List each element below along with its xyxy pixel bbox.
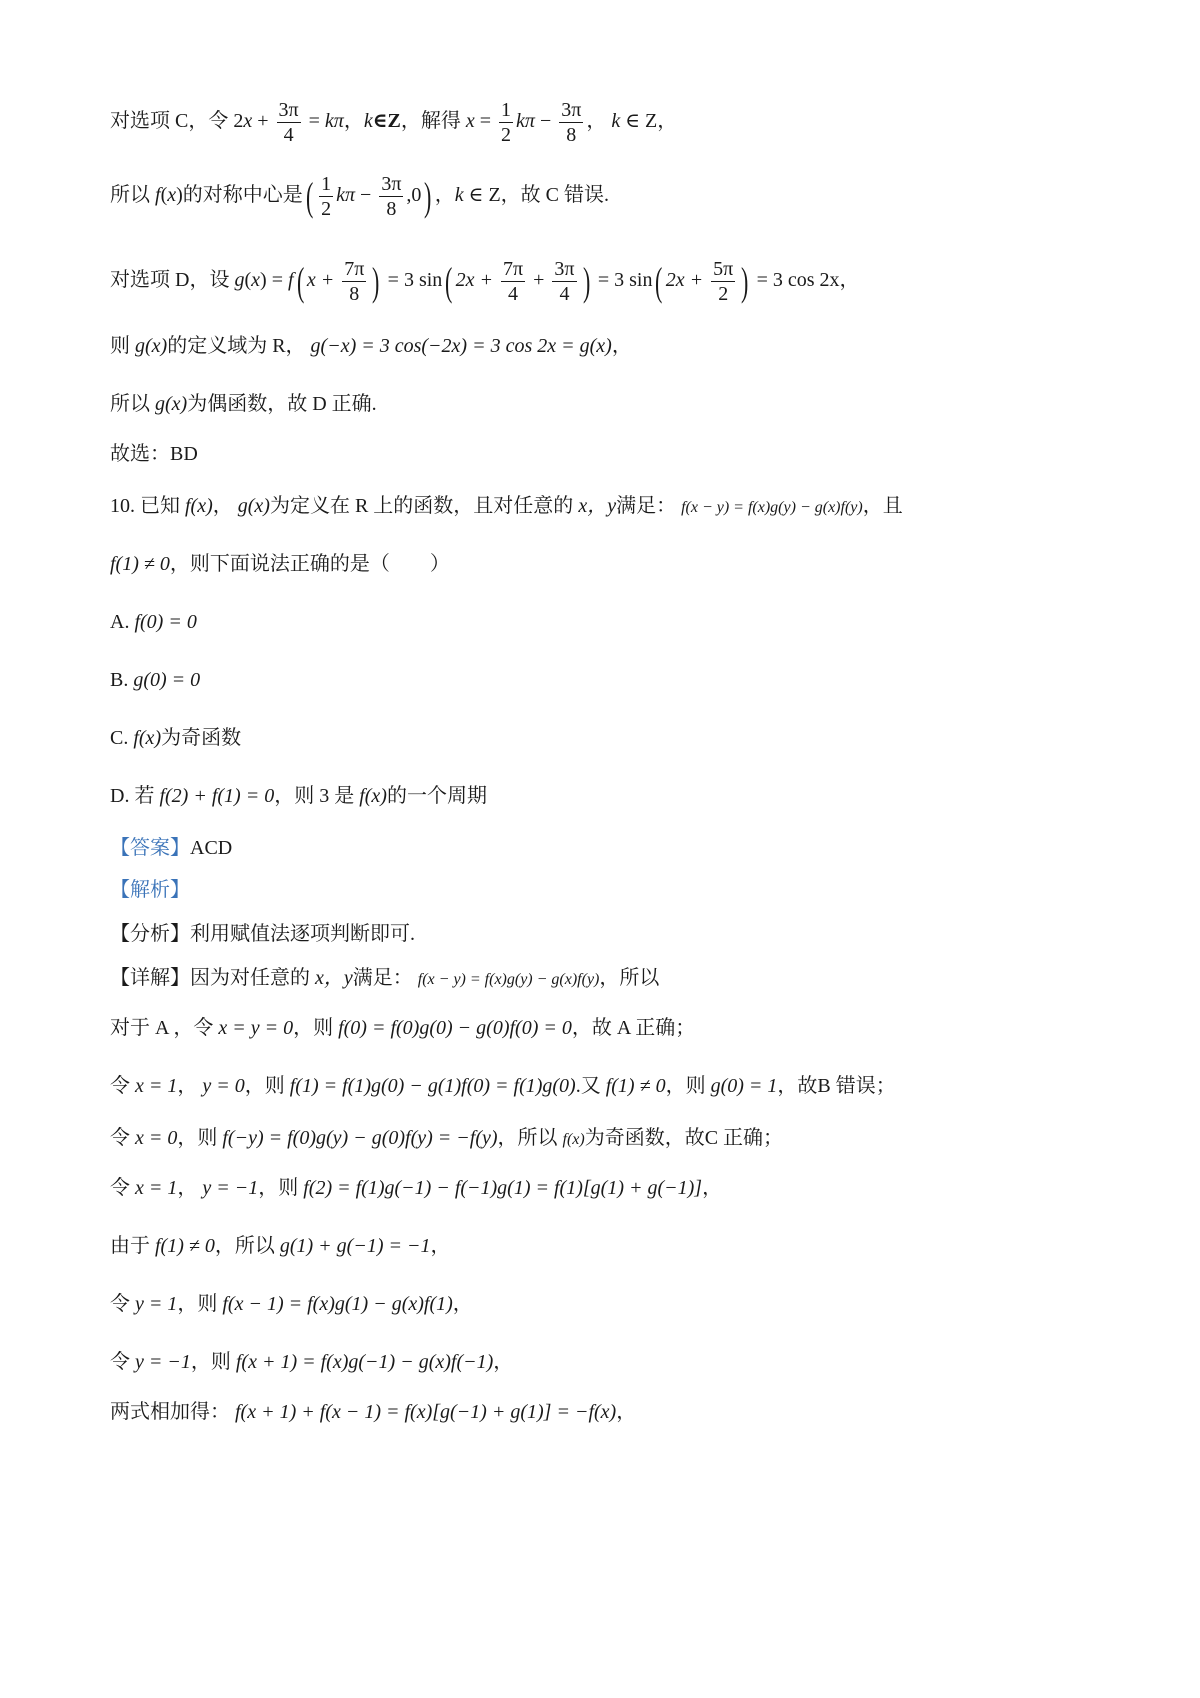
text: 为偶函数，故 D 正确. [187, 393, 377, 415]
math: f(1) = f(1)g(0) − g(1)f(0) = f(1)g(0) [289, 1075, 576, 1097]
math: f(1) ≠ 0 [110, 553, 170, 575]
answer-text: ACD [190, 837, 233, 859]
denominator: 8 [386, 198, 397, 220]
fenxi-line [110, 920, 415, 948]
math: x [167, 184, 177, 207]
math: = [266, 269, 288, 292]
text: ，则 [258, 1177, 299, 1199]
text: ， [343, 110, 364, 133]
text: 对选项 D，设 [110, 269, 230, 292]
text: ， [586, 110, 607, 133]
option-d-line-2 [110, 332, 632, 360]
numerator: 7π [503, 258, 524, 280]
text: 由于 [110, 1235, 150, 1257]
math: f(0) = f(0)g(0) − g(0)f(0) = 0 [338, 1017, 572, 1039]
math: f(2) + f(1) = 0 [159, 785, 275, 807]
text: ，则 [293, 1017, 334, 1039]
text: ，则下面说法正确的是（ ） [169, 553, 450, 575]
math: = [474, 110, 497, 133]
fraction [559, 98, 583, 147]
math: f [155, 184, 161, 207]
solution-step-d1 [110, 1174, 722, 1202]
math: kπ [336, 184, 356, 207]
text: ，则 [177, 1293, 218, 1315]
text: ，解得 [400, 110, 461, 133]
math: x [465, 110, 475, 133]
math: y = 1 [135, 1293, 178, 1315]
math: k [611, 110, 621, 133]
math: x = 1 [135, 1177, 178, 1199]
answer-line [110, 834, 232, 862]
text: ， [493, 1351, 514, 1373]
text: ， [177, 1075, 198, 1097]
text: 两式相加得： [110, 1401, 230, 1423]
text: 满足： [616, 495, 677, 517]
math: f(x) [185, 495, 213, 517]
option-label: C. [110, 727, 129, 749]
math: f(1) ≠ 0 [605, 1075, 666, 1097]
denominator: 2 [321, 198, 332, 220]
text: ，所以 [599, 967, 660, 989]
math: y = 0 [202, 1075, 245, 1097]
analysis-tag: 【解析】 [110, 879, 190, 901]
text: 的对称中心是 [182, 184, 303, 207]
fraction [342, 257, 366, 306]
text: .又 [575, 1075, 601, 1097]
denominator: 2 [501, 124, 512, 146]
option-d [110, 782, 487, 810]
option-c-line-2: 所以 f(x)的对称中心是( $\frac{1}{2}$ kπ − $\frac{3\pi}{8}$ ,0) ，k ∈ Z，故 C 错误. [110, 173, 610, 220]
fenxi-tag: 【分析】 [110, 923, 190, 945]
text: 则 [110, 335, 130, 357]
math: = [308, 110, 325, 133]
math: ∈Z [372, 110, 401, 133]
xiangjie-line [110, 964, 659, 994]
text: ， [702, 1177, 723, 1199]
text: 对于 A ，令 [110, 1017, 214, 1039]
math: f(−y) = f(0)g(y) − g(0)f(y) = −f(y) [222, 1127, 498, 1149]
math: f(x + 1) + f(x − 1) = f(x)[g(−1) + g(1)] = −f(x) [235, 1401, 617, 1423]
text: ， [177, 1177, 198, 1199]
denominator: 4 [283, 124, 294, 146]
solution-step-d5 [110, 1398, 636, 1426]
math: f(0) = 0 [134, 611, 197, 633]
math: g(x) [155, 393, 188, 415]
text: ，则 [177, 1127, 218, 1149]
fraction [499, 98, 513, 147]
math: 2x + [665, 269, 709, 292]
text: ，则 [190, 1351, 231, 1373]
math: g(−x) = 3 cos(−2x) = 3 cos 2x = g(x) [310, 335, 612, 357]
math: f [287, 269, 294, 292]
text: 的定义域为 R， [167, 335, 306, 357]
math: x [243, 110, 253, 133]
option-b [110, 666, 200, 694]
math: = 3 sin [382, 269, 443, 292]
text: ，故B 错误； [777, 1075, 896, 1097]
math: ∈ Z [620, 110, 658, 133]
solution-step-d4 [110, 1348, 513, 1376]
math: k [454, 184, 464, 207]
denominator: 4 [559, 283, 570, 305]
text: ，故 A 正确； [571, 1017, 696, 1039]
math: + [528, 269, 550, 292]
math: kπ [516, 110, 535, 133]
analysis-line [110, 876, 190, 904]
text: 令 [110, 1293, 130, 1315]
math: f(x) [359, 785, 387, 807]
math: x [251, 269, 261, 292]
fraction [501, 257, 525, 306]
text: ， [430, 1235, 451, 1257]
text: ， [657, 110, 678, 133]
math: k [363, 110, 373, 133]
math: g [234, 269, 245, 292]
fraction [552, 257, 576, 306]
option-c-line-1 [110, 98, 677, 147]
text: 所以 [110, 393, 150, 415]
math: y = −1 [202, 1177, 259, 1199]
math: g(0) = 1 [710, 1075, 778, 1097]
numerator: 3π [561, 99, 582, 121]
text: ， [434, 184, 455, 207]
text: 为奇函数，故C 正确； [584, 1127, 784, 1149]
numerator: 1 [501, 99, 512, 121]
math: g(0) = 0 [133, 669, 201, 691]
text: ， [611, 335, 632, 357]
math: + [252, 110, 274, 133]
question-10-stem-2 [110, 550, 450, 578]
text: 满足： [352, 967, 413, 989]
math: f(x) [562, 1131, 585, 1148]
text: ，则 3 是 [274, 785, 355, 807]
option-label: A. [110, 611, 130, 633]
fraction [711, 257, 735, 306]
text: 因为对任意的 [190, 967, 310, 989]
math: f(x − y) = f(x)g(y) − g(x)f(y) [417, 971, 600, 988]
solution-step-d3 [110, 1290, 473, 1318]
text: ，则 [665, 1075, 706, 1097]
option-c [110, 724, 241, 752]
numerator: 3π [381, 173, 402, 195]
option-a [110, 608, 197, 636]
text: ，所以 [214, 1235, 275, 1257]
math: kπ [324, 110, 344, 133]
denominator: 2 [718, 283, 729, 305]
math: x，y [578, 495, 617, 517]
answer-tag: 【答案】 [110, 837, 190, 859]
math: f(x − y) = f(x)g(y) − g(x)f(y) [681, 499, 863, 516]
fraction [277, 98, 301, 147]
text: ，且 [862, 495, 903, 517]
numerator: 1 [321, 173, 332, 195]
text: ， [452, 1293, 473, 1315]
option-d-line-3 [110, 390, 377, 418]
text: ， [839, 269, 860, 292]
text: 10. 已知 [110, 495, 180, 517]
text: ， [616, 1401, 637, 1423]
solution-step-d2 [110, 1232, 450, 1260]
text: 令 [110, 1127, 130, 1149]
text: 令 [110, 1351, 130, 1373]
text: 令 [110, 1177, 130, 1199]
fraction [319, 172, 333, 221]
fraction [379, 172, 403, 221]
text: ，故 C 错误. [500, 184, 610, 207]
numerator: 7π [344, 258, 365, 280]
text: 所以 [110, 184, 150, 207]
question-10-stem-1 [110, 492, 903, 522]
choice-summary: 故选：BD [110, 443, 198, 465]
text: 令 [110, 1075, 130, 1097]
math: x + [306, 269, 340, 292]
math: x = y = 0 [218, 1017, 294, 1039]
math: y = −1 [135, 1351, 191, 1373]
denominator: 8 [566, 124, 577, 146]
math: 2x + [455, 269, 498, 292]
math: − [534, 110, 557, 133]
math: f(1) ≠ 0 [155, 1235, 215, 1257]
math: g(x) [135, 335, 168, 357]
numerator: 5π [713, 258, 734, 280]
math: x，y [315, 967, 353, 989]
text: 为奇函数 [161, 727, 242, 749]
text: 利用赋值法逐项判断即可. [190, 923, 415, 945]
text: ，则 [244, 1075, 285, 1097]
numerator: 3π [554, 258, 575, 280]
option-label: B. [110, 669, 129, 691]
text: 的一个周期 [386, 785, 487, 807]
math: g(1) + g(−1) = −1 [279, 1235, 431, 1257]
math: = 3 cos 2x [751, 269, 840, 292]
denominator: 4 [508, 283, 519, 305]
math: x = 1 [135, 1075, 178, 1097]
math: f(2) = f(1)g(−1) − f(−1)g(1) = f(1)[g(1) + g(−1)] [303, 1177, 703, 1199]
math: f(x + 1) = f(x)g(−1) − g(x)f(−1) [235, 1351, 494, 1373]
math: − [355, 184, 377, 207]
text: ， [212, 495, 233, 517]
math: 2 [233, 110, 244, 133]
solution-step-a [110, 1014, 695, 1042]
numerator: 3π [278, 99, 299, 121]
math: f(x) [133, 727, 162, 749]
xiangjie-tag: 【详解】 [110, 967, 190, 989]
text: ，所以 [497, 1127, 558, 1149]
math: f(x − 1) = f(x)g(1) − g(x)f(1) [222, 1293, 453, 1315]
math: x = 0 [135, 1127, 178, 1149]
option-d-line-1: 对选项 D，设 g(x) = f( x + $\frac{7\pi}{8}$ ) = 3 sin( 2x + $\frac{7\pi}{4}$ + $\frac{3\pi}{4}$ ) = 3 sin( 2x + $\frac{5\pi}{2}$ ) = 3 cos 2x， [110, 258, 860, 305]
solution-step-c [110, 1124, 783, 1154]
math: g(x) [237, 495, 270, 517]
math: ,0 [406, 184, 422, 207]
option-label: D. 若 [110, 785, 155, 807]
math: = 3 sin [592, 269, 653, 292]
math: ∈ Z [463, 184, 501, 207]
denominator: 8 [349, 283, 360, 305]
text: 对选项 C，令 [110, 110, 229, 133]
text: 为定义在 R 上的函数，且对任意的 [269, 495, 574, 517]
solution-step-b [110, 1072, 896, 1100]
